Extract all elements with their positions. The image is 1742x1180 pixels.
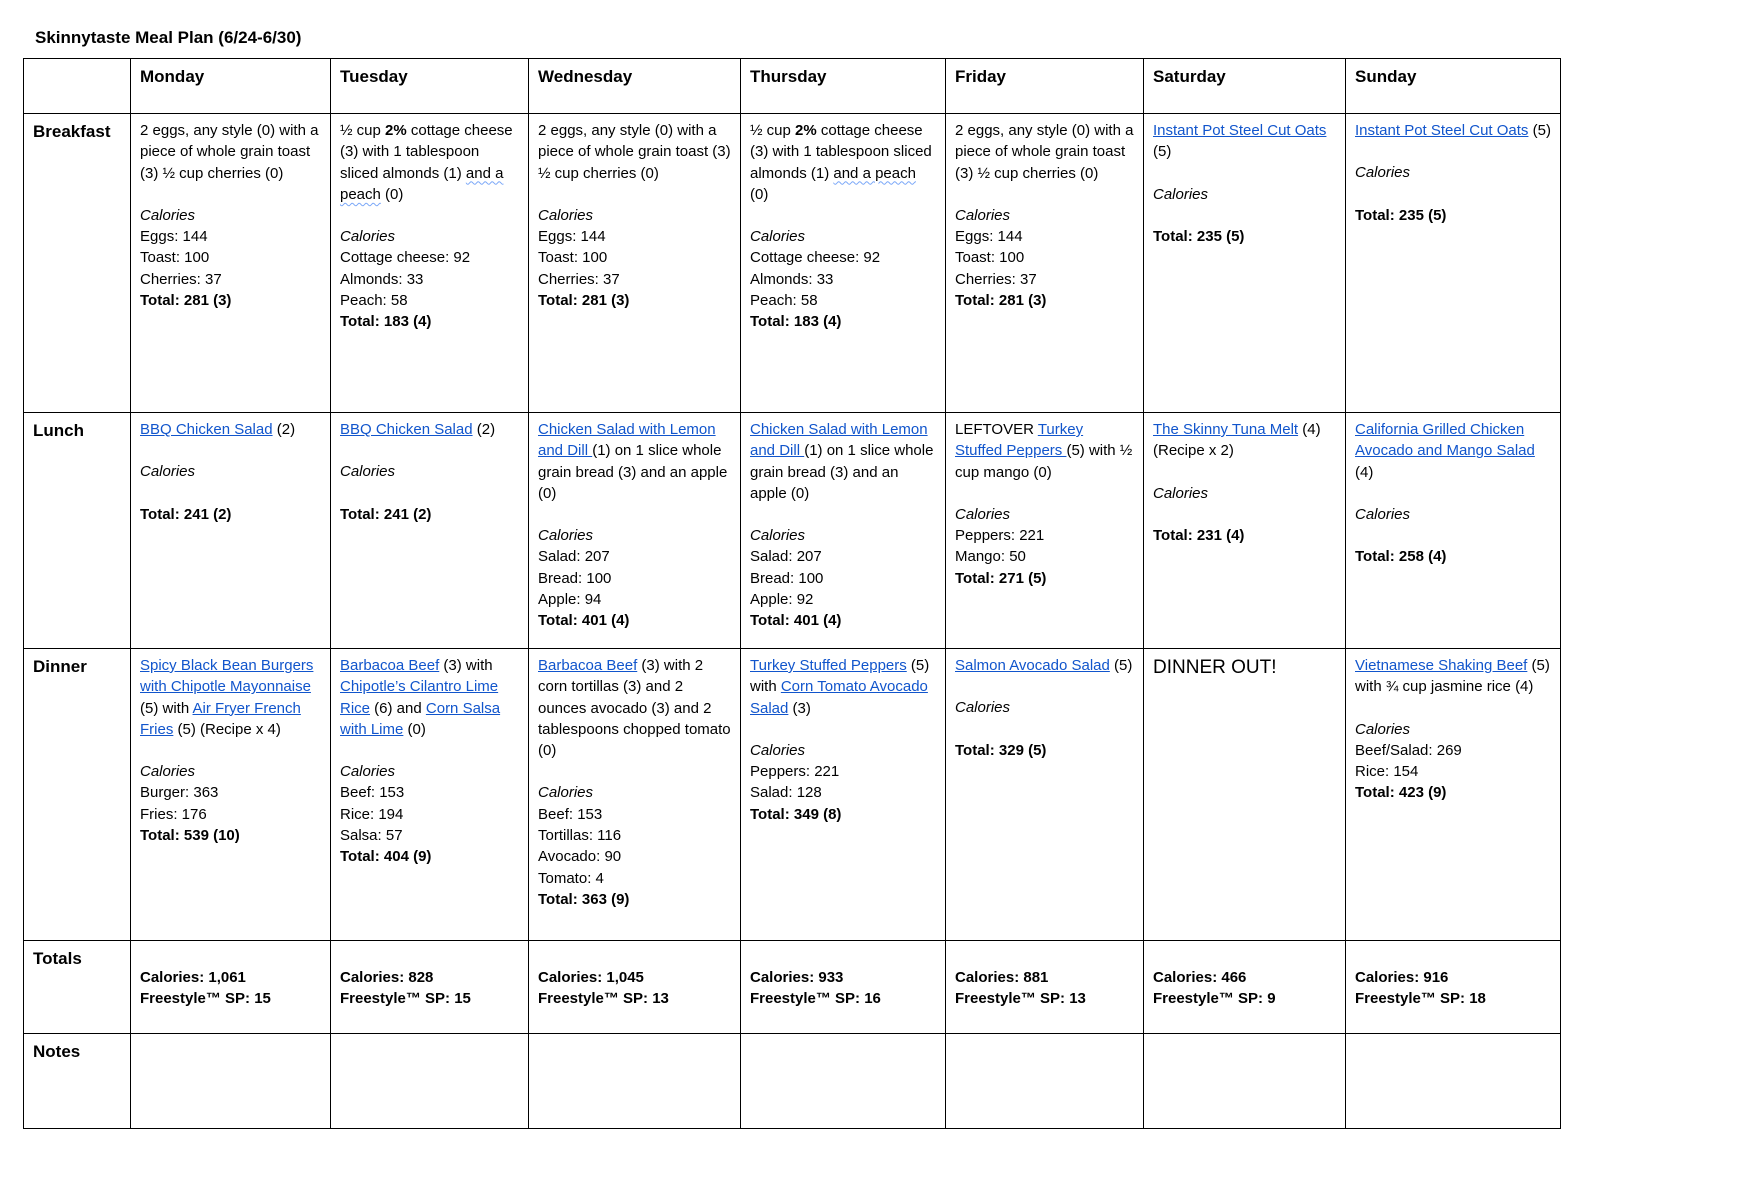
calorie-line: Almonds: 33	[340, 270, 424, 288]
calorie-line: Rice: 194	[340, 805, 404, 823]
cell-notes-thursday[interactable]	[741, 1034, 946, 1129]
meal-text-bold: 2%	[385, 122, 407, 139]
cell-breakfast-saturday	[1144, 114, 1346, 413]
meal-text: cottage cheese (3) with 1 tablespoon sliced almonds (1)	[750, 122, 932, 182]
calorie-line: Almonds: 33	[750, 270, 834, 288]
calorie-line: Mango: 50	[955, 548, 1026, 566]
cell-notes-friday[interactable]	[946, 1034, 1144, 1129]
meal-text: (3) with	[439, 657, 493, 674]
spacer	[140, 184, 321, 205]
calories-label: Calories	[538, 206, 594, 224]
meal-total: Total: 183 (4)	[340, 313, 432, 331]
calorie-line: Cherries: 37	[538, 270, 620, 288]
spacer	[750, 205, 936, 226]
link-instant-pot-steel-cut-oats[interactable]: Instant Pot Steel Cut Oats	[1355, 122, 1529, 139]
calories-label: Calories	[538, 784, 594, 802]
link-turkey-stuffed-peppers[interactable]: Turkey Stuffed Peppers	[955, 421, 1084, 460]
meal-total: Total: 349 (8)	[750, 805, 842, 823]
meal-text: ½ cup	[750, 122, 796, 139]
link-california-grilled-chicken-avocado-and-mango-salad[interactable]: California Grilled Chicken Avocado and Mango Salad	[1355, 421, 1535, 460]
calorie-line: Beef: 153	[538, 805, 603, 823]
meal-description	[140, 419, 321, 440]
calorie-line: Tortillas: 116	[538, 827, 622, 845]
spacer	[1355, 184, 1551, 205]
calories-label: Calories	[1153, 185, 1209, 203]
calorie-line: Burger: 363	[140, 784, 219, 802]
meal-text: cottage cheese (3) with 1 tablespoon sliced almonds (1)	[340, 122, 513, 182]
calorie-line: Salad: 207	[538, 548, 610, 566]
row-header-totals: Totals	[24, 941, 131, 1034]
meal-total: Total: 241 (2)	[340, 505, 432, 523]
daily-total-line: Calories: 881	[955, 969, 1049, 986]
cell-totals-wednesday	[529, 941, 741, 1034]
meal-total: Total: 363 (9)	[538, 890, 630, 908]
row-header-lunch: Lunch	[24, 413, 131, 649]
spacer	[538, 184, 731, 205]
spellcheck-flagged-text: and a peach	[340, 164, 504, 203]
spacer	[955, 184, 1134, 205]
meal-text: (5)	[1109, 657, 1133, 674]
meal-description	[1355, 655, 1551, 698]
meal-total: Total: 235 (5)	[1153, 227, 1245, 245]
meal-text: (2)	[272, 421, 296, 438]
cell-lunch-friday	[946, 413, 1144, 649]
calorie-line: Beef/Salad: 269	[1355, 741, 1462, 759]
meal-description	[340, 419, 519, 440]
spacer	[1355, 483, 1551, 504]
dinner-out-text: DINNER OUT!	[1153, 657, 1277, 678]
cell-lunch-tuesday	[331, 413, 529, 649]
cell-breakfast-sunday	[1346, 114, 1561, 413]
calorie-line: Avocado: 90	[538, 848, 622, 866]
meal-total: Total: 235 (5)	[1355, 206, 1447, 224]
spacer	[538, 504, 731, 525]
calorie-line: Toast: 100	[140, 249, 210, 267]
link-spicy-black-bean-burgers-with-chipotle-mayonnaise[interactable]: Spicy Black Bean Burgers with Chipotle Mayonnaise	[140, 657, 314, 696]
meal-total: Total: 329 (5)	[955, 741, 1047, 759]
meal-text: (0)	[403, 720, 426, 738]
calories-label: Calories	[750, 228, 806, 246]
link-instant-pot-steel-cut-oats[interactable]: Instant Pot Steel Cut Oats	[1153, 122, 1327, 139]
calorie-line: Toast: 100	[955, 249, 1025, 267]
row-header-dinner: Dinner	[24, 649, 131, 941]
meal-total: Total: 281 (3)	[538, 292, 630, 310]
daily-total-line: Freestyle™ SP: 13	[538, 990, 669, 1008]
meal-text: (6) and	[370, 699, 426, 717]
calorie-line: Cherries: 37	[140, 270, 222, 288]
meal-text: (3)	[788, 699, 811, 717]
daily-total-line: Freestyle™ SP: 16	[750, 990, 881, 1008]
calories-label: Calories	[1153, 484, 1209, 502]
meal-text: (5)	[1528, 122, 1551, 139]
calorie-line: Bread: 100	[538, 569, 612, 587]
link-turkey-stuffed-peppers[interactable]: Turkey Stuffed Peppers	[750, 657, 907, 674]
totals-row	[24, 941, 1561, 1034]
meal-text: 2 eggs, any style (0) with a piece of whole grain toast (3) ½ cup cherries (0)	[538, 122, 731, 182]
calorie-line: Cottage cheese: 92	[750, 249, 881, 267]
cell-totals-tuesday	[331, 941, 529, 1034]
meal-total: Total: 423 (9)	[1355, 784, 1447, 802]
cell-lunch-monday	[131, 413, 331, 649]
spacer	[955, 719, 1134, 740]
calories-label: Calories	[140, 763, 196, 781]
calorie-line: Rice: 154	[1355, 763, 1419, 781]
cell-notes-saturday[interactable]	[1144, 1034, 1346, 1129]
meal-total: Total: 401 (4)	[750, 612, 842, 630]
spellcheck-flagged-text: and a peach	[833, 164, 916, 182]
calories-label: Calories	[955, 206, 1011, 224]
spacer	[340, 440, 519, 461]
daily-total-line: Calories: 466	[1153, 969, 1247, 986]
calorie-line: Peppers: 221	[955, 527, 1045, 545]
meal-description	[955, 419, 1134, 483]
cell-dinner-friday	[946, 649, 1144, 941]
spacer	[538, 761, 731, 782]
link-barbacoa-beef[interactable]: Barbacoa Beef	[538, 657, 638, 674]
meal-total: Total: 401 (4)	[538, 612, 630, 630]
link-corn-tomato-avocado-salad[interactable]: Corn Tomato Avocado Salad	[750, 678, 928, 717]
meal-total: Total: 281 (3)	[955, 292, 1047, 310]
calorie-line: Peach: 58	[750, 292, 818, 310]
meal-text: (0)	[750, 185, 769, 203]
link-vietnamese-shaking-beef[interactable]: Vietnamese Shaking Beef	[1355, 657, 1528, 674]
spacer	[340, 483, 519, 504]
link-bbq-chicken-salad[interactable]: BBQ Chicken Salad	[140, 421, 273, 438]
cell-dinner-sunday	[1346, 649, 1561, 941]
spacer	[1153, 163, 1336, 184]
daily-total-line: Calories: 828	[340, 969, 434, 986]
link-chicken-salad-with-lemon-and-dill[interactable]: Chicken Salad with Lemon and Dill	[750, 421, 928, 460]
calorie-line: Apple: 92	[750, 591, 814, 609]
cell-dinner-thursday	[741, 649, 946, 941]
calorie-line: Peach: 58	[340, 292, 408, 310]
meal-description	[750, 419, 936, 504]
cell-totals-friday	[946, 941, 1144, 1034]
spacer	[955, 483, 1134, 504]
cell-totals-saturday	[1144, 941, 1346, 1034]
link-chicken-salad-with-lemon-and-dill[interactable]: Chicken Salad with Lemon and Dill	[538, 421, 716, 460]
link-chipotle-s-cilantro-lime-rice[interactable]: Chipotle’s Cilantro Lime Rice	[340, 678, 499, 717]
cell-notes-monday[interactable]	[131, 1034, 331, 1129]
cell-notes-sunday[interactable]	[1346, 1034, 1561, 1129]
calories-label: Calories	[750, 527, 806, 545]
meal-text-bold: 2%	[795, 122, 817, 139]
meal-text: (4) (Recipe x 2)	[1153, 421, 1321, 460]
cell-dinner-wednesday	[529, 649, 741, 941]
cell-breakfast-wednesday	[529, 114, 741, 413]
cell-totals-sunday	[1346, 941, 1561, 1034]
calorie-line: Toast: 100	[538, 249, 608, 267]
calorie-line: Peppers: 221	[750, 763, 840, 781]
calories-label: Calories	[340, 228, 396, 246]
cell-dinner-monday	[131, 649, 331, 941]
daily-total-line: Calories: 1,061	[140, 969, 246, 986]
calories-label: Calories	[1355, 720, 1411, 738]
day-header-wednesday: Wednesday	[529, 59, 741, 114]
cell-totals-thursday	[741, 941, 946, 1034]
calories-label: Calories	[955, 505, 1011, 523]
meal-total: Total: 281 (3)	[140, 292, 232, 310]
meal-description	[955, 655, 1134, 676]
spacer	[340, 205, 519, 226]
spacer	[140, 483, 321, 504]
meal-total: Total: 271 (5)	[955, 569, 1047, 587]
daily-total-line: Freestyle™ SP: 15	[140, 990, 271, 1008]
cell-lunch-wednesday	[529, 413, 741, 649]
calorie-line: Salad: 128	[750, 784, 822, 802]
meal-total: Total: 241 (2)	[140, 505, 232, 523]
link-salmon-avocado-salad[interactable]: Salmon Avocado Salad	[955, 657, 1110, 674]
row-header-breakfast: Breakfast	[24, 114, 131, 413]
cell-lunch-thursday	[741, 413, 946, 649]
calorie-line: Eggs: 144	[538, 228, 606, 246]
meal-text: (1) on 1 slice whole grain bread (3) and an apple (0)	[538, 442, 728, 502]
corner-cell	[24, 59, 131, 114]
calorie-line: Bread: 100	[750, 569, 824, 587]
meal-description	[140, 655, 321, 740]
calorie-line: Cherries: 37	[955, 270, 1037, 288]
spacer	[1153, 205, 1336, 226]
day-header-monday: Monday	[131, 59, 331, 114]
spacer	[1153, 462, 1336, 483]
calories-label: Calories	[750, 741, 806, 759]
cell-breakfast-tuesday	[331, 114, 529, 413]
meal-total: Total: 183 (4)	[750, 313, 842, 331]
cell-lunch-saturday	[1144, 413, 1346, 649]
calories-label: Calories	[140, 463, 196, 481]
meal-description	[538, 655, 731, 761]
spacer	[750, 719, 936, 740]
spacer	[1355, 141, 1551, 162]
calorie-line: Fries: 176	[140, 805, 207, 823]
meal-total: Total: 258 (4)	[1355, 548, 1447, 566]
daily-total-line: Freestyle™ SP: 18	[1355, 990, 1486, 1008]
daily-total-line: Calories: 933	[750, 969, 844, 986]
meal-description	[1153, 419, 1336, 462]
spacer	[1153, 504, 1336, 525]
meal-total: Total: 231 (4)	[1153, 526, 1245, 544]
meal-text: (3) with 2 corn tortillas (3) and 2 ounces avocado (3) and 2 tablespoons chopped tomato (0)	[538, 657, 731, 760]
meal-text: (2)	[472, 421, 496, 438]
meal-text: 2 eggs, any style (0) with a piece of whole grain toast (3) ½ cup cherries (0)	[140, 122, 319, 182]
meal-description	[538, 419, 731, 504]
meal-text: 2 eggs, any style (0) with a piece of whole grain toast (3) ½ cup cherries (0)	[955, 122, 1134, 182]
cell-dinner-tuesday	[331, 649, 529, 941]
meal-description	[1153, 120, 1336, 163]
calories-label: Calories	[340, 463, 396, 481]
dinner-row	[24, 649, 1561, 941]
link-bbq-chicken-salad[interactable]: BBQ Chicken Salad	[340, 421, 473, 438]
cell-lunch-sunday	[1346, 413, 1561, 649]
link-barbacoa-beef[interactable]: Barbacoa Beef	[340, 657, 440, 674]
meal-text: (5)	[1153, 143, 1172, 161]
spacer	[1355, 525, 1551, 546]
daily-total-line: Freestyle™ SP: 15	[340, 990, 471, 1008]
page-title: Skinnytaste Meal Plan (6/24-6/30)	[35, 28, 302, 47]
spacer	[750, 504, 936, 525]
meal-description	[750, 655, 936, 719]
calorie-line: Beef: 153	[340, 784, 405, 802]
meal-description	[140, 120, 321, 184]
calorie-line: Apple: 94	[538, 591, 602, 609]
daily-total-line: Freestyle™ SP: 9	[1153, 990, 1276, 1008]
daily-total-line: Freestyle™ SP: 13	[955, 990, 1086, 1008]
meal-text: (5) with	[750, 657, 930, 696]
meal-description	[340, 655, 519, 740]
lunch-row	[24, 413, 1561, 649]
daily-total-line: Calories: 1,045	[538, 969, 644, 986]
calories-label: Calories	[140, 206, 196, 224]
calories-label: Calories	[1355, 505, 1411, 523]
link-the-skinny-tuna-melt[interactable]: The Skinny Tuna Melt	[1153, 421, 1299, 438]
meal-text: (5) (Recipe x 4)	[173, 720, 281, 738]
calorie-line: Eggs: 144	[955, 228, 1023, 246]
cell-breakfast-thursday	[741, 114, 946, 413]
day-header-friday: Friday	[946, 59, 1144, 114]
row-header-notes: Notes	[24, 1034, 131, 1129]
meal-description	[538, 120, 731, 184]
meal-text: (5) with	[140, 699, 193, 717]
meal-description	[955, 120, 1134, 184]
calorie-line: Salad: 207	[750, 548, 822, 566]
day-header-tuesday: Tuesday	[331, 59, 529, 114]
day-header-row	[24, 59, 1561, 114]
meal-text: (5) with ½ cup mango (0)	[955, 442, 1133, 481]
spacer	[955, 676, 1134, 697]
meal-description	[1355, 419, 1551, 483]
day-header-thursday: Thursday	[741, 59, 946, 114]
link-corn-salsa-with-lime[interactable]: Corn Salsa with Lime	[340, 699, 501, 738]
meal-text: (1) on 1 slice whole grain bread (3) and an apple (0)	[750, 442, 934, 502]
meal-text: (0)	[380, 185, 404, 203]
calorie-line: Eggs: 144	[140, 228, 208, 246]
notes-row	[24, 1034, 1561, 1129]
breakfast-row	[24, 114, 1561, 413]
day-header-sunday: Sunday	[1346, 59, 1561, 114]
calorie-line: Tomato: 4	[538, 869, 604, 887]
calorie-line: Cottage cheese: 92	[340, 249, 471, 267]
meal-total: Total: 539 (10)	[140, 827, 240, 845]
meal-text: (4)	[1355, 463, 1374, 481]
meal-total: Total: 404 (9)	[340, 848, 432, 866]
daily-total-line: Calories: 916	[1355, 969, 1449, 986]
meal-description	[340, 120, 519, 205]
calories-label: Calories	[955, 699, 1011, 717]
meal-text: LEFTOVER	[955, 421, 1038, 438]
link-air-fryer-french-fries[interactable]: Air Fryer French Fries	[140, 699, 301, 738]
calories-label: Calories	[340, 763, 396, 781]
calories-label: Calories	[538, 527, 594, 545]
cell-notes-tuesday[interactable]	[331, 1034, 529, 1129]
spacer	[140, 440, 321, 461]
day-header-saturday: Saturday	[1144, 59, 1346, 114]
calories-label: Calories	[1355, 164, 1411, 182]
meal-description	[750, 120, 936, 205]
cell-breakfast-monday	[131, 114, 331, 413]
spacer	[1355, 698, 1551, 719]
cell-totals-monday	[131, 941, 331, 1034]
cell-dinner-saturday	[1144, 649, 1346, 941]
spacer	[140, 740, 321, 761]
meal-text: (5) with ¾ cup jasmine rice (4)	[1355, 657, 1550, 696]
cell-notes-wednesday[interactable]	[529, 1034, 741, 1129]
calorie-line: Salsa: 57	[340, 827, 403, 845]
meal-description	[1355, 120, 1551, 141]
spacer	[340, 740, 519, 761]
meal-text: ½ cup	[340, 122, 386, 139]
meal-plan-table	[23, 58, 1561, 1129]
cell-breakfast-friday	[946, 114, 1144, 413]
